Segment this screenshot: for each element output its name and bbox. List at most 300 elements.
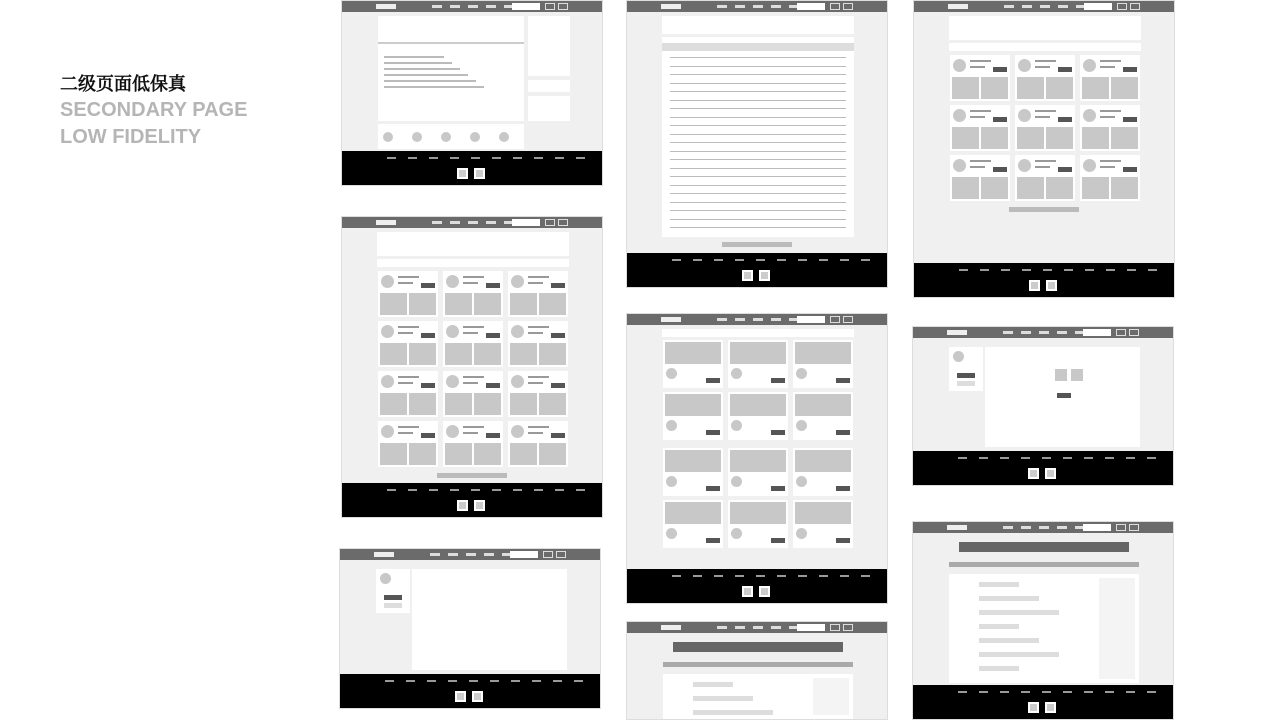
- footer-link: [979, 691, 988, 693]
- list-card: [1015, 155, 1075, 201]
- card-text: [528, 432, 543, 434]
- footer-link: [1043, 269, 1052, 271]
- product-card: [793, 340, 853, 388]
- card-button: [1123, 67, 1137, 72]
- footer-link: [861, 259, 870, 261]
- avatar: [796, 368, 807, 379]
- subtitle-line-2: LOW FIDELITY: [60, 126, 202, 148]
- avatar: [731, 476, 742, 487]
- side-panel: [528, 16, 570, 76]
- card-image: [539, 293, 566, 315]
- table-row: [670, 83, 846, 84]
- card-image: [1082, 177, 1109, 199]
- list-card: [378, 321, 438, 367]
- login-button: [558, 219, 568, 226]
- list-card: [508, 321, 568, 367]
- product-card: [728, 448, 788, 496]
- nav-item: [717, 5, 727, 8]
- card-button: [836, 538, 850, 543]
- footer-link: [1021, 457, 1030, 459]
- card-text: [528, 332, 543, 334]
- footer-link: [819, 575, 828, 577]
- avatar: [446, 275, 459, 288]
- logo: [374, 552, 394, 557]
- text-line: [384, 80, 476, 82]
- card-text: [970, 60, 991, 62]
- nav-item: [717, 626, 727, 629]
- card-image: [730, 394, 786, 416]
- card-image: [1017, 177, 1044, 199]
- card-text: [463, 426, 484, 428]
- qr-code: [1028, 702, 1039, 713]
- nav-item: [735, 626, 745, 629]
- nav-item: [771, 626, 781, 629]
- card-image: [380, 343, 407, 365]
- footer-link: [408, 489, 417, 491]
- search-input: [797, 624, 825, 631]
- upload-box: [1055, 369, 1067, 381]
- nav-item: [1057, 526, 1067, 529]
- card-image: [510, 293, 537, 315]
- search-input: [1084, 3, 1112, 10]
- nav: [432, 221, 514, 224]
- steps-bar: [663, 662, 853, 667]
- card-text: [970, 66, 985, 68]
- product-card: [793, 392, 853, 440]
- footer-link: [693, 259, 702, 261]
- card-text: [398, 426, 419, 428]
- nav-item: [771, 5, 781, 8]
- card-text: [398, 332, 413, 334]
- footer-link: [1021, 691, 1030, 693]
- card-image: [1082, 77, 1109, 99]
- nav-item: [432, 5, 442, 8]
- product-card: [793, 500, 853, 548]
- nav: [717, 318, 799, 321]
- table-row: [670, 159, 846, 160]
- card-image: [409, 343, 436, 365]
- logo: [376, 220, 396, 225]
- footer-link: [1064, 269, 1073, 271]
- card-text: [528, 426, 549, 428]
- footer-links: [387, 489, 585, 491]
- footer-links: [958, 691, 1156, 693]
- wireframe-thumbnail: [341, 0, 603, 186]
- footer-link: [576, 489, 585, 491]
- nav-item: [1021, 331, 1031, 334]
- form-field: [979, 596, 1039, 601]
- footer-link: [959, 269, 968, 271]
- search-button: [830, 3, 840, 10]
- card-text: [463, 282, 478, 284]
- nav-item: [432, 221, 442, 224]
- form-field: [979, 666, 1019, 671]
- sort-bar: [949, 43, 1141, 51]
- card-image: [730, 450, 786, 472]
- qr-code: [455, 691, 466, 702]
- product-card: [663, 500, 723, 548]
- profile-card: [949, 347, 983, 391]
- product-card: [663, 392, 723, 440]
- avatar: [953, 159, 966, 172]
- thumb-header: [913, 522, 1173, 533]
- card-button: [1123, 167, 1137, 172]
- card-text: [1100, 116, 1115, 118]
- card-text: [398, 276, 419, 278]
- card-text: [1035, 116, 1050, 118]
- login-button: [558, 3, 568, 10]
- list-card: [443, 421, 503, 467]
- footer-links: [959, 269, 1157, 271]
- login-button: [1129, 524, 1139, 531]
- avatar: [953, 109, 966, 122]
- card-image: [1017, 127, 1044, 149]
- nav-item: [468, 5, 478, 8]
- nav: [1003, 526, 1085, 529]
- nav-item: [450, 221, 460, 224]
- filter-panel: [377, 232, 569, 256]
- avatar: [796, 528, 807, 539]
- card-image: [510, 343, 537, 365]
- card-button: [1058, 117, 1072, 122]
- footer-link: [469, 680, 478, 682]
- list-card: [378, 371, 438, 417]
- card-image: [445, 343, 472, 365]
- upload-box: [1071, 369, 1083, 381]
- logo: [661, 317, 681, 322]
- footer-link: [1084, 691, 1093, 693]
- card-button: [551, 283, 565, 288]
- form-sidebar: [813, 678, 849, 715]
- card-image: [409, 293, 436, 315]
- footer-link: [980, 269, 989, 271]
- list-card: [1080, 105, 1140, 151]
- search-button: [1116, 329, 1126, 336]
- table-row: [670, 57, 846, 58]
- table-row: [670, 168, 846, 169]
- nav-item: [753, 5, 763, 8]
- avatar: [1083, 109, 1096, 122]
- card-image: [730, 342, 786, 364]
- footer-link: [1105, 457, 1114, 459]
- logo: [661, 625, 681, 630]
- table-row: [670, 91, 846, 92]
- footer-link: [735, 575, 744, 577]
- product-card: [728, 392, 788, 440]
- nav-item: [466, 553, 476, 556]
- card-image: [1111, 127, 1138, 149]
- thumb-header: [627, 622, 887, 633]
- avatar: [666, 368, 677, 379]
- login-button: [843, 3, 853, 10]
- footer-links: [672, 575, 870, 577]
- footer-link: [450, 157, 459, 159]
- table: [662, 37, 854, 237]
- qr-code: [457, 168, 468, 179]
- text-line: [384, 56, 444, 58]
- card-image: [952, 177, 979, 199]
- nav: [1004, 5, 1086, 8]
- progress-line: [378, 42, 524, 44]
- footer-link: [1063, 691, 1072, 693]
- card-button: [486, 283, 500, 288]
- card-image: [539, 393, 566, 415]
- list-card: [508, 421, 568, 467]
- footer-link: [492, 157, 501, 159]
- footer-link: [450, 489, 459, 491]
- card-text: [398, 326, 419, 328]
- form-field: [693, 696, 753, 701]
- side-panel: [528, 80, 570, 92]
- avatar: [666, 476, 677, 487]
- table-row: [670, 219, 846, 220]
- avatar: [380, 573, 391, 584]
- card-image: [445, 293, 472, 315]
- thumb-footer: [342, 483, 602, 517]
- qr-code: [742, 270, 753, 281]
- card-image: [539, 343, 566, 365]
- avatar: [511, 375, 524, 388]
- card-text: [1100, 60, 1121, 62]
- card-image: [1111, 177, 1138, 199]
- avatar: [1018, 159, 1031, 172]
- nav: [430, 553, 512, 556]
- form-sidebar: [1099, 578, 1135, 679]
- avatar: [446, 375, 459, 388]
- qr-code: [457, 500, 468, 511]
- list-card: [443, 271, 503, 317]
- footer-link: [534, 489, 543, 491]
- footer-link: [1000, 457, 1009, 459]
- footer-link: [777, 259, 786, 261]
- list-card: [378, 271, 438, 317]
- card-image: [409, 443, 436, 465]
- footer-link: [429, 157, 438, 159]
- footer-link: [672, 259, 681, 261]
- nav-item: [1057, 331, 1067, 334]
- product-card: [663, 340, 723, 388]
- text-line: [384, 74, 468, 76]
- card-text: [1035, 60, 1056, 62]
- form-field: [979, 638, 1039, 643]
- footer-link: [1126, 691, 1135, 693]
- footer-link: [1042, 691, 1051, 693]
- search-input: [1083, 329, 1111, 336]
- card-text: [398, 432, 413, 434]
- card-text: [1035, 166, 1050, 168]
- card-text: [970, 160, 991, 162]
- list-card: [378, 421, 438, 467]
- qr-code: [474, 500, 485, 511]
- card-image: [445, 443, 472, 465]
- login-button: [1130, 3, 1140, 10]
- search-input: [512, 3, 540, 10]
- card-button: [993, 117, 1007, 122]
- card-text: [463, 432, 478, 434]
- card-image: [665, 342, 721, 364]
- card-image: [981, 177, 1008, 199]
- footer-link: [840, 575, 849, 577]
- card-image: [730, 502, 786, 524]
- thumb-footer: [913, 685, 1173, 719]
- nav-item: [450, 5, 460, 8]
- nav-item: [486, 5, 496, 8]
- main-panel: [378, 16, 524, 121]
- table-row: [670, 151, 846, 152]
- nav-item: [735, 318, 745, 321]
- card-button: [771, 430, 785, 435]
- search-input: [512, 219, 540, 226]
- nav-item: [735, 5, 745, 8]
- nav-item: [468, 221, 478, 224]
- avatar: [499, 132, 509, 142]
- list-card: [443, 321, 503, 367]
- footer-link: [1085, 269, 1094, 271]
- avatar: [666, 528, 677, 539]
- footer-link: [429, 489, 438, 491]
- nav-item: [484, 553, 494, 556]
- nav-item: [717, 318, 727, 321]
- slide-title: 二级页面低保真: [60, 74, 186, 95]
- wireframe-thumbnail: [341, 216, 603, 518]
- footer-link: [513, 157, 522, 159]
- profile-button: [384, 603, 402, 608]
- card-image: [1046, 177, 1073, 199]
- nav-item: [753, 626, 763, 629]
- card-text: [398, 282, 413, 284]
- nav-item: [1022, 5, 1032, 8]
- thumb-header: [913, 327, 1173, 338]
- thumb-header: [914, 1, 1174, 12]
- card-text: [528, 376, 549, 378]
- list-card: [950, 155, 1010, 201]
- thumb-footer: [913, 451, 1173, 485]
- subtitle-line-1: SECONDARY PAGE: [60, 99, 248, 121]
- logo: [948, 4, 968, 9]
- wireframe-thumbnail: [626, 621, 888, 720]
- pagination: [1009, 207, 1079, 212]
- table-row: [670, 66, 846, 67]
- search-input: [1083, 524, 1111, 531]
- table-row: [670, 74, 846, 75]
- footer-link: [714, 575, 723, 577]
- table-row: [670, 176, 846, 177]
- nav-item: [430, 553, 440, 556]
- qr-code: [1028, 468, 1039, 479]
- avatar: [381, 425, 394, 438]
- wireframe-thumbnail: [912, 521, 1174, 720]
- avatar: [446, 425, 459, 438]
- qr-code: [1046, 280, 1057, 291]
- table-row: [670, 100, 846, 101]
- text-line: [384, 86, 484, 88]
- card-text: [1035, 160, 1056, 162]
- card-image: [1111, 77, 1138, 99]
- card-button: [551, 383, 565, 388]
- footer-link: [385, 680, 394, 682]
- footer-link: [798, 575, 807, 577]
- nav-item: [448, 553, 458, 556]
- avatar: [1018, 59, 1031, 72]
- profile-button: [957, 373, 975, 378]
- card-button: [421, 433, 435, 438]
- card-image: [981, 77, 1008, 99]
- nav-item: [486, 221, 496, 224]
- wireframe-thumbnail: [626, 0, 888, 288]
- product-card: [793, 448, 853, 496]
- avatar: [796, 420, 807, 431]
- avatar: [666, 420, 677, 431]
- profile-button: [384, 595, 402, 600]
- list-card: [950, 55, 1010, 101]
- footer-link: [427, 680, 436, 682]
- nav-item: [753, 318, 763, 321]
- footer-link: [1148, 269, 1157, 271]
- slide-subtitle: [60, 97, 247, 151]
- wireframe-thumbnail: [626, 313, 888, 604]
- card-button: [836, 430, 850, 435]
- nav: [717, 626, 799, 629]
- avatar: [383, 132, 393, 142]
- card-button: [1058, 67, 1072, 72]
- footer-link: [490, 680, 499, 682]
- list-card: [1080, 155, 1140, 201]
- login-button: [1129, 329, 1139, 336]
- card-button: [771, 378, 785, 383]
- qr-code: [1029, 280, 1040, 291]
- footer-link: [534, 157, 543, 159]
- table-header: [662, 43, 854, 51]
- filter-panel: [662, 16, 854, 34]
- login-button: [843, 316, 853, 323]
- card-image: [510, 393, 537, 415]
- card-image: [380, 293, 407, 315]
- footer-link: [1105, 691, 1114, 693]
- card-text: [463, 376, 484, 378]
- card-button: [551, 333, 565, 338]
- logo: [947, 330, 967, 335]
- content-panel: [412, 569, 567, 670]
- nav: [717, 5, 799, 8]
- thumb-footer: [627, 253, 887, 287]
- text-line: [384, 68, 460, 70]
- nav: [432, 5, 514, 8]
- footer-link: [979, 457, 988, 459]
- card-image: [795, 502, 851, 524]
- footer-link: [1084, 457, 1093, 459]
- qr-code: [759, 270, 770, 281]
- footer-links: [385, 680, 583, 682]
- card-text: [398, 376, 419, 378]
- nav-item: [771, 318, 781, 321]
- search-button: [545, 219, 555, 226]
- qr-code: [1045, 702, 1056, 713]
- footer-link: [513, 489, 522, 491]
- qr-code: [1045, 468, 1056, 479]
- avatar: [381, 325, 394, 338]
- card-image: [1017, 77, 1044, 99]
- qr-code: [472, 691, 483, 702]
- avatar: [412, 132, 422, 142]
- qr-code: [742, 586, 753, 597]
- save-button: [1057, 393, 1071, 398]
- footer-link: [798, 259, 807, 261]
- tab-bar: [662, 329, 854, 337]
- card-text: [1100, 110, 1121, 112]
- card-text: [970, 116, 985, 118]
- footer-link: [471, 157, 480, 159]
- card-image: [1046, 127, 1073, 149]
